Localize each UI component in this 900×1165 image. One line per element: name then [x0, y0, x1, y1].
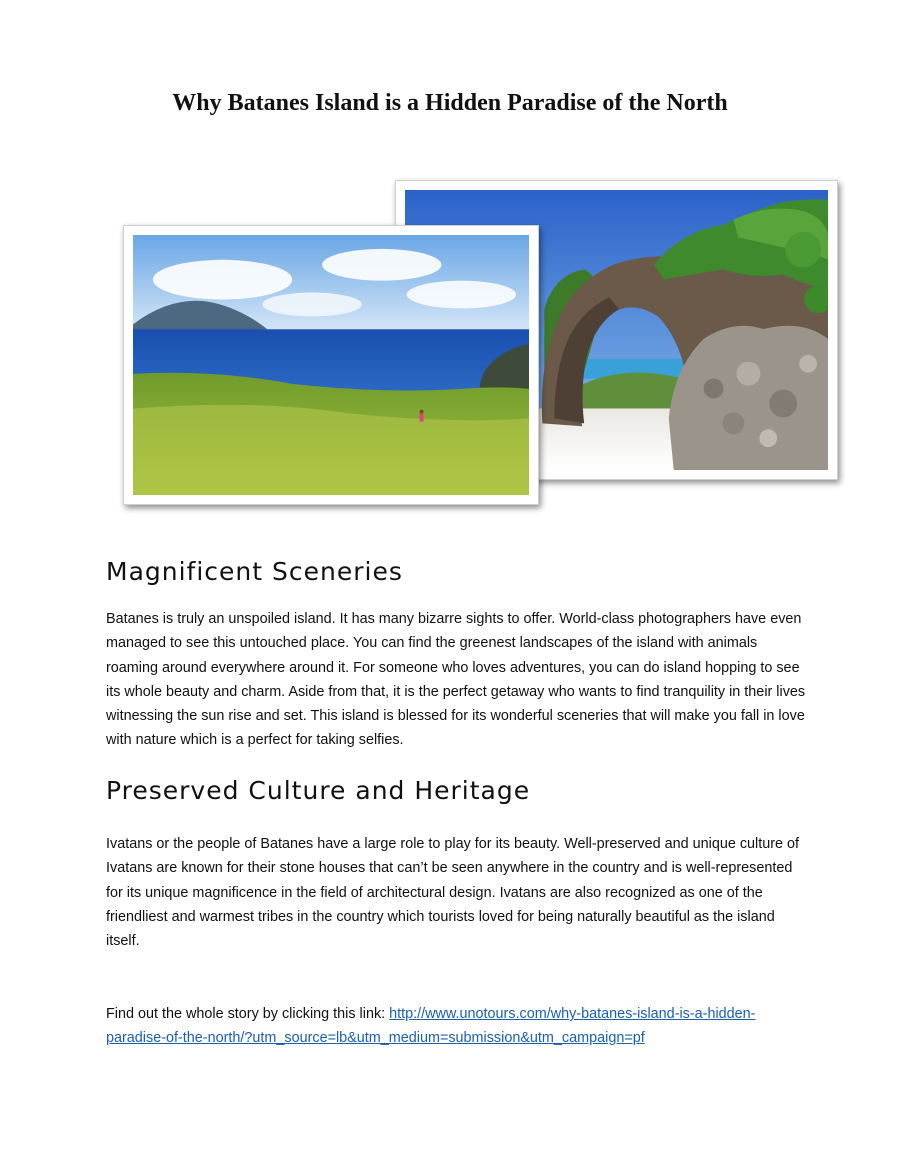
story-link-prefix: Find out the whole story by clicking this link: — [106, 1006, 390, 1022]
culture-paragraph: Ivatans or the people of Batanes have a large role to play for its beauty. Well-preserved and unique culture of Ivatans are known for their stone houses that can’t be seen anywhere in the country and is well-represented for its unique magnificence in the field of architectural design. Ivatans are also recognized as one of the friendliest and warmest tribes in the country which tourists loved for being naturally beautiful as the island itself. — [106, 836, 800, 950]
sceneries-paragraph: Batanes is truly an unspoiled island. It has many bizarre sights to offer. World-class photographers have even managed to see this untouched place. You can find the greenest landscapes of the island with animals roaming around everywhere around it. For someone who loves adventures, you can do island hopping to see its whole beauty and charm. Aside from that, it is the perfect getaway who wants to find tranquility in their lives witnessing the sun rise and set. This island is blessed for its wonderful sceneries that will make you fall in love with nature which is a perfect for taking selfies. — [106, 611, 806, 749]
page-title: Why Batanes Island is a Hidden Paradise of the North — [172, 90, 728, 116]
coastline-image — [133, 235, 529, 495]
section-heading-sceneries: Magnificent Sceneries — [106, 557, 403, 586]
section-heading-culture: Preserved Culture and Heritage — [106, 776, 531, 805]
story-link[interactable]: http://www.unotours.com/why-batanes-island-is-a-hidden-paradise-of-the-north/?utm_source=lb&utm_medium=submission&utm_campaign=pf — [106, 1006, 756, 1047]
coastline-photo — [123, 225, 539, 505]
story-link-paragraph — [106, 1002, 806, 1051]
